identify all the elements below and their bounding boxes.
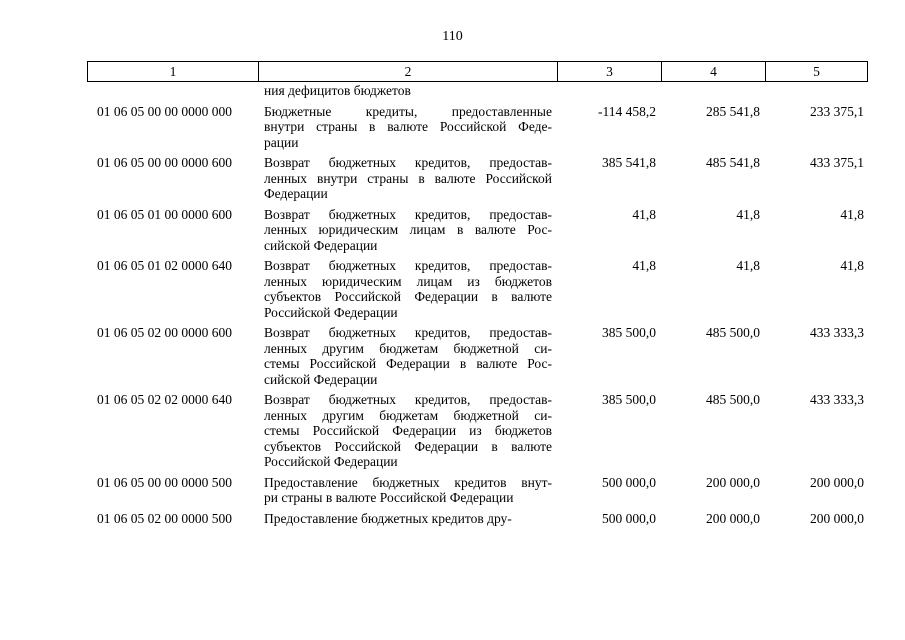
name-line: Возврат бюджетных кредитов, предостав- (264, 206, 552, 222)
table-body (87, 83, 868, 531)
table-row (87, 104, 868, 151)
code-cell: 01 06 05 01 00 0000 600 (97, 206, 232, 222)
name-line: стемы Российской Федерации из бюджетов (264, 423, 552, 438)
name-line: Возврат бюджетных кредитов, предостав- (264, 392, 552, 407)
name-line: ри страны в валюте Российской Федерации (264, 490, 514, 505)
code-cell: 01 06 05 02 00 0000 500 (97, 510, 232, 526)
name-line: сийской Федерации (264, 237, 378, 253)
value-col3: -114 458,2 (598, 103, 656, 119)
value-col3: 385 500,0 (602, 325, 656, 340)
name-line: Возврат бюджетных кредитов, предостав- (264, 155, 552, 170)
name-line: внутри страны в валюте Российской Феде- (264, 119, 552, 134)
name-cell (257, 258, 556, 320)
name-line: Возврат бюджетных кредитов, предостав- (264, 258, 552, 273)
name-cell (257, 392, 556, 470)
value-col5: 433 333,3 (810, 325, 864, 340)
value-col4: 485 500,0 (706, 325, 760, 340)
column-header-2: 2 (258, 62, 557, 81)
code-cell: 01 06 05 00 00 0000 600 (97, 155, 232, 170)
name-line: Бюджетные кредиты, предоставленные (264, 103, 552, 119)
name-line: ленных внутри страны в валюте Российской (264, 170, 552, 186)
name-cell (257, 155, 556, 202)
name-cell (257, 104, 556, 151)
value-col5: 200 000,0 (810, 510, 864, 526)
table-row (87, 207, 868, 254)
value-col3: 500 000,0 (602, 510, 656, 526)
table-row (87, 511, 868, 527)
table-header (87, 61, 868, 82)
table-row (87, 475, 868, 506)
name-line: сийской Федерации (264, 371, 378, 387)
value-col4: 285 541,8 (706, 103, 760, 119)
name-line: Федерации (264, 186, 328, 201)
value-col4: 200 000,0 (706, 474, 760, 490)
value-col4: 485 541,8 (706, 155, 760, 170)
name-line: ленных другим бюджетам бюджетной си- (264, 407, 552, 423)
value-col4: 200 000,0 (706, 510, 760, 526)
name-line: субъектов Российской Федерации в валюте (264, 289, 552, 304)
name-line: Российской Федерации (264, 304, 398, 320)
name-line: ленных юридическим лицам в валюте Рос- (264, 222, 552, 237)
table-row (87, 392, 868, 470)
value-col4: 485 500,0 (706, 392, 760, 407)
value-col5: 200 000,0 (810, 474, 864, 490)
value-col3: 385 541,8 (602, 155, 656, 170)
value-col3: 385 500,0 (602, 392, 656, 407)
value-col4: 41,8 (736, 206, 760, 222)
name-line: Предоставление бюджетных кредитов внут- (264, 474, 552, 490)
name-cell (257, 83, 556, 99)
name-line: рации (264, 134, 299, 150)
value-col4: 41,8 (736, 258, 760, 273)
column-header-5: 5 (765, 62, 867, 81)
code-cell: 01 06 05 01 02 0000 640 (97, 258, 232, 273)
name-line: Российской Федерации (264, 454, 398, 469)
name-line: ленных юридическим лицам из бюджетов (264, 273, 552, 289)
code-cell: 01 06 05 00 00 0000 000 (97, 103, 232, 119)
page-number: 110 (442, 29, 463, 44)
table-row (87, 258, 868, 320)
value-col3: 500 000,0 (602, 474, 656, 490)
continuation-row (87, 83, 868, 99)
name-line: ния дефицитов бюджетов (264, 83, 411, 98)
name-cell (257, 325, 556, 387)
value-col5: 433 375,1 (810, 155, 864, 170)
name-line: субъектов Российской Федерации в валюте (264, 438, 552, 454)
name-line: Возврат бюджетных кредитов, предостав- (264, 325, 552, 340)
name-line: ленных другим бюджетам бюджетной си- (264, 340, 552, 356)
value-col5: 41,8 (840, 258, 864, 273)
value-col3: 41,8 (632, 258, 656, 273)
name-line: стемы Российской Федерации в валюте Рос- (264, 356, 552, 371)
name-cell (257, 475, 556, 506)
value-col5: 41,8 (840, 206, 864, 222)
value-col5: 233 375,1 (810, 103, 864, 119)
table-row (87, 325, 868, 387)
column-header-4: 4 (661, 62, 765, 81)
value-col3: 41,8 (632, 206, 656, 222)
table-row (87, 155, 868, 202)
code-cell: 01 06 05 02 02 0000 640 (97, 392, 232, 407)
name-cell (257, 207, 556, 254)
name-line: Предоставление бюджетных кредитов дру- (264, 510, 512, 526)
name-cell (257, 511, 556, 527)
code-cell: 01 06 05 00 00 0000 500 (97, 474, 232, 490)
column-header-1: 1 (169, 63, 177, 79)
code-cell: 01 06 05 02 00 0000 600 (97, 325, 232, 340)
column-header-3: 3 (557, 62, 661, 81)
value-col5: 433 333,3 (810, 392, 864, 407)
